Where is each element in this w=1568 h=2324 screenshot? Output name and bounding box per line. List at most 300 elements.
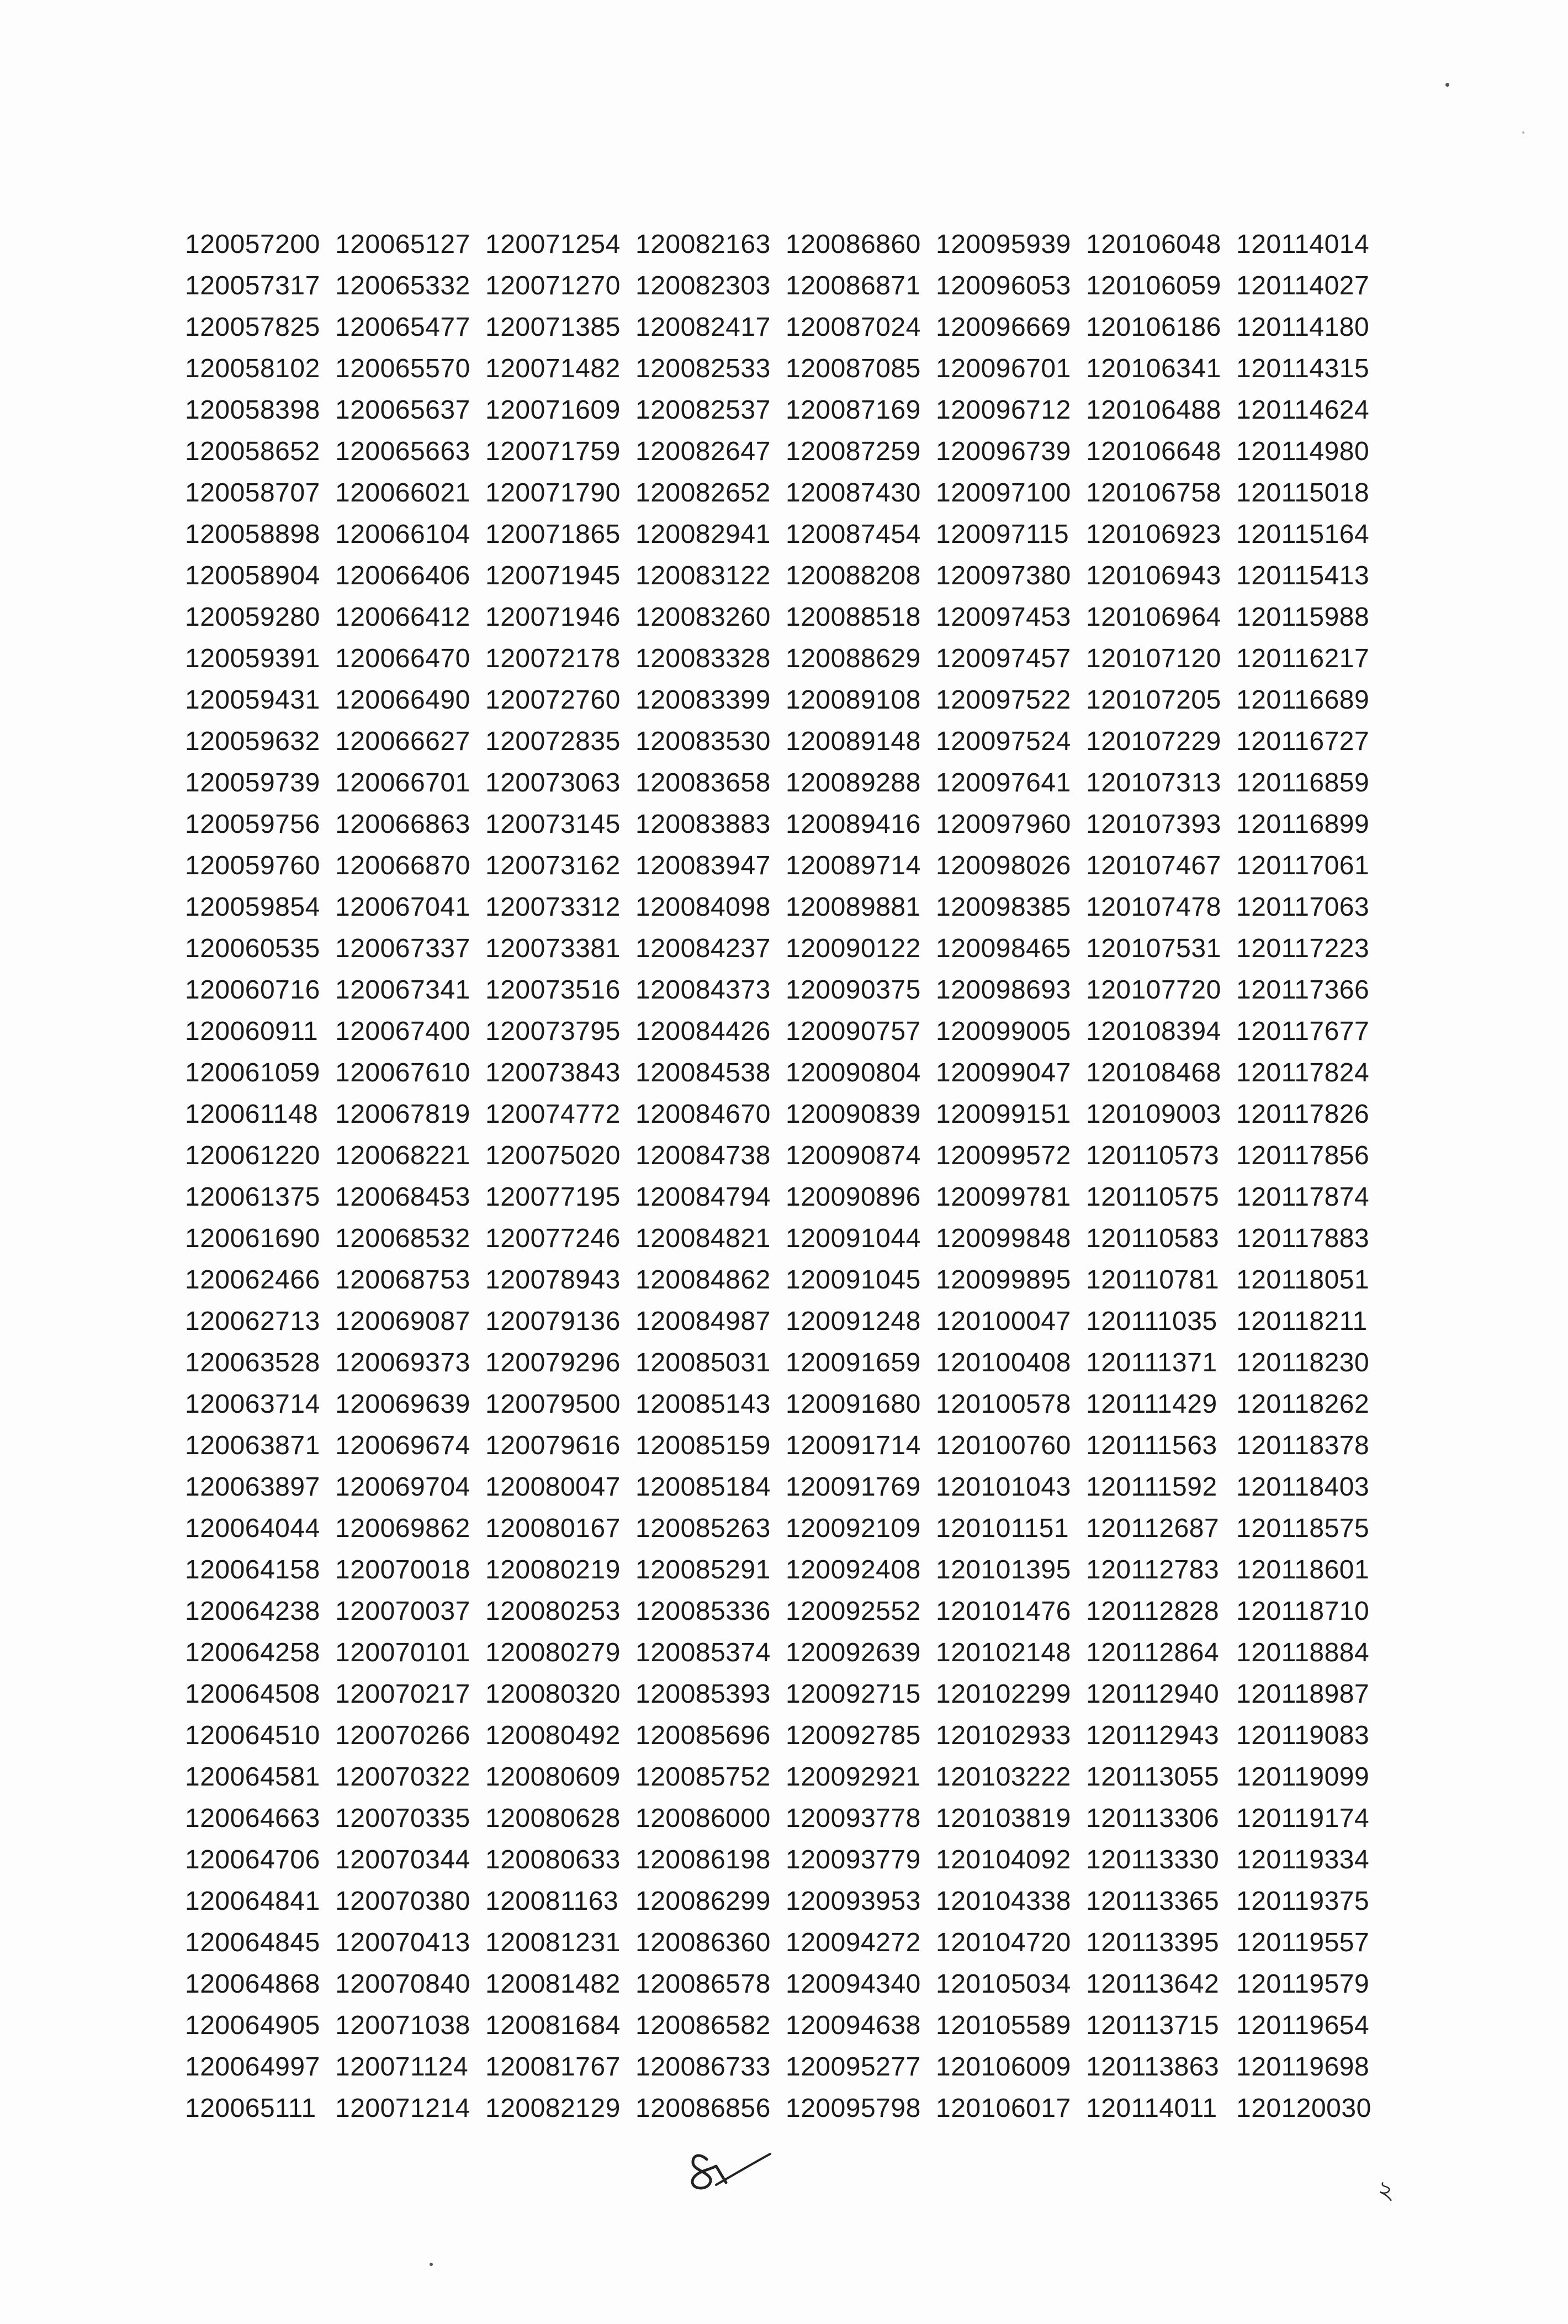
roll-number-cell: 120083883	[635, 810, 771, 839]
roll-number-cell: 120086360	[635, 1928, 771, 1957]
roll-number-cell: 120064841	[185, 1887, 320, 1916]
roll-number-cell: 120058707	[185, 478, 320, 508]
roll-number-cell: 120099047	[936, 1058, 1071, 1087]
roll-number-cell: 120091045	[786, 1265, 921, 1295]
roll-number-cell: 120070335	[335, 1804, 470, 1833]
roll-number-cell: 120106059	[1086, 271, 1221, 300]
roll-number-cell: 120117883	[1236, 1224, 1370, 1253]
roll-number-cell: 120085143	[635, 1390, 771, 1419]
roll-number-cell: 120090375	[786, 975, 921, 1005]
roll-number-cell: 120064044	[185, 1514, 320, 1543]
roll-number-cell: 120106009	[936, 2052, 1071, 2082]
roll-number-cell: 120082941	[635, 520, 771, 549]
roll-number-cell: 120091769	[786, 1472, 921, 1502]
roll-number-cell: 120066470	[335, 644, 470, 673]
roll-number-cell: 120066863	[335, 810, 470, 839]
roll-number-cell: 120115413	[1236, 561, 1370, 590]
roll-number-cell: 120094638	[786, 2011, 921, 2040]
roll-number-cell: 120106758	[1086, 478, 1221, 508]
roll-number-cell: 120117677	[1236, 1017, 1370, 1046]
roll-number-cell: 120106648	[1086, 437, 1221, 466]
roll-number-cell: 120102148	[936, 1638, 1071, 1667]
roll-number-cell: 120060535	[185, 934, 320, 963]
roll-number-cell: 120099572	[936, 1141, 1071, 1170]
roll-number-cell: 120069674	[335, 1431, 470, 1460]
roll-number-cell: 120107467	[1086, 851, 1221, 880]
roll-number-cell: 120089148	[786, 727, 921, 756]
roll-number-cell: 120098385	[936, 892, 1071, 922]
roll-number-cell: 120101043	[936, 1472, 1071, 1502]
roll-number-cell: 120111035	[1086, 1307, 1217, 1336]
roll-number-cell: 120064238	[185, 1597, 320, 1626]
roll-number-cell: 120117366	[1236, 975, 1370, 1005]
roll-number-cell: 120116859	[1236, 768, 1370, 797]
roll-number-cell: 120084862	[635, 1265, 771, 1295]
roll-number-table	[185, 224, 1400, 2129]
roll-number-cell: 120081231	[485, 1928, 621, 1957]
roll-number-cell: 120058398	[185, 395, 320, 425]
roll-number-cell: 120110583	[1086, 1224, 1220, 1253]
roll-number-cell: 120083399	[635, 685, 771, 715]
roll-number-cell: 120071759	[485, 437, 621, 466]
roll-number-cell: 120112783	[1086, 1555, 1220, 1584]
roll-number-cell: 120062466	[185, 1265, 320, 1295]
roll-number-cell: 120070037	[335, 1597, 470, 1626]
roll-number-cell: 120112864	[1086, 1638, 1220, 1667]
roll-number-cell: 120084237	[635, 934, 771, 963]
roll-number-cell: 120106048	[1086, 230, 1221, 259]
roll-number-cell: 120097522	[936, 685, 1071, 715]
roll-number-cell: 120109003	[1086, 1100, 1221, 1129]
roll-number-cell: 120086860	[786, 230, 921, 259]
roll-number-cell: 120086856	[635, 2094, 771, 2123]
roll-number-cell: 120119579	[1236, 1969, 1370, 1999]
roll-number-cell: 120113395	[1086, 1928, 1220, 1957]
roll-number-cell: 120080633	[485, 1845, 621, 1874]
roll-number-cell: 120118378	[1236, 1431, 1370, 1460]
roll-number-cell: 120114180	[1236, 313, 1370, 342]
roll-number-cell: 120073795	[485, 1017, 621, 1046]
roll-number-cell: 120106017	[936, 2094, 1071, 2123]
roll-number-cell: 120087430	[786, 478, 921, 508]
roll-number-cell: 120096053	[936, 271, 1071, 300]
roll-number-cell: 120085393	[635, 1679, 771, 1709]
roll-number-cell: 120117063	[1236, 892, 1370, 922]
roll-number-cell: 120061375	[185, 1182, 320, 1212]
roll-number-cell: 120080047	[485, 1472, 621, 1502]
roll-number-cell: 120119334	[1236, 1845, 1370, 1874]
roll-number-cell: 120070018	[335, 1555, 470, 1584]
roll-number-cell: 120059854	[185, 892, 320, 922]
roll-number-cell: 120058904	[185, 561, 320, 590]
roll-number-cell: 120059739	[185, 768, 320, 797]
roll-number-cell: 120107205	[1086, 685, 1221, 715]
roll-number-cell: 120090874	[786, 1141, 921, 1170]
roll-number-cell: 120088629	[786, 644, 921, 673]
roll-number-cell: 120064706	[185, 1845, 320, 1874]
roll-number-cell: 120070322	[335, 1762, 470, 1792]
roll-number-cell: 120104338	[936, 1887, 1071, 1916]
roll-number-cell: 120098465	[936, 934, 1071, 963]
roll-number-cell: 120118211	[1236, 1307, 1368, 1336]
roll-number-cell: 120084373	[635, 975, 771, 1005]
roll-number-cell: 120070840	[335, 1969, 470, 1999]
roll-number-cell: 120113365	[1086, 1887, 1220, 1916]
roll-number-cell: 120118710	[1236, 1597, 1370, 1626]
roll-number-cell: 120066701	[335, 768, 470, 797]
roll-number-cell: 120092921	[786, 1762, 921, 1792]
roll-number-cell: 120113863	[1086, 2052, 1220, 2082]
roll-number-cell: 120107393	[1086, 810, 1221, 839]
roll-number-cell: 120114014	[1236, 230, 1370, 259]
roll-number-cell: 120115164	[1236, 520, 1370, 549]
roll-number-cell: 120120030	[1236, 2094, 1371, 2123]
roll-number-cell: 120090122	[786, 934, 921, 963]
roll-number-cell: 120064905	[185, 2011, 320, 2040]
roll-number-cell: 120099848	[936, 1224, 1071, 1253]
roll-number-cell: 120095798	[786, 2094, 921, 2123]
roll-number-cell: 120068453	[335, 1182, 470, 1212]
roll-number-cell: 120119174	[1236, 1804, 1370, 1833]
roll-number-cell: 120073162	[485, 851, 621, 880]
roll-number-cell: 120087024	[786, 313, 921, 342]
roll-number-cell: 120085031	[635, 1348, 771, 1377]
roll-number-cell: 120059632	[185, 727, 320, 756]
roll-number-cell: 120097380	[936, 561, 1071, 590]
roll-number-cell: 120064868	[185, 1969, 320, 1999]
roll-number-cell: 120061220	[185, 1141, 320, 1170]
roll-number-cell: 120086733	[635, 2052, 771, 2082]
roll-number-cell: 120085263	[635, 1514, 771, 1543]
roll-number-cell: 120090896	[786, 1182, 921, 1212]
roll-number-cell: 120071609	[485, 395, 621, 425]
roll-number-cell: 120099005	[936, 1017, 1071, 1046]
roll-number-cell: 120110781	[1086, 1265, 1220, 1295]
roll-number-cell: 120101395	[936, 1555, 1071, 1584]
roll-number-cell: 120091044	[786, 1224, 921, 1253]
roll-number-cell: 120091248	[786, 1307, 921, 1336]
roll-number-cell: 120060716	[185, 975, 320, 1005]
roll-number-cell: 120114624	[1236, 395, 1370, 425]
roll-number-cell: 120061059	[185, 1058, 320, 1087]
roll-number-cell: 120074772	[485, 1100, 621, 1129]
roll-number-cell: 120110575	[1086, 1182, 1220, 1212]
roll-number-cell: 120115988	[1236, 603, 1370, 632]
roll-number-cell: 120117223	[1236, 934, 1370, 963]
scan-speck	[1445, 83, 1449, 87]
roll-number-cell: 120060911	[185, 1017, 319, 1046]
roll-number-cell: 120068753	[335, 1265, 470, 1295]
roll-number-cell: 120082303	[635, 271, 771, 300]
roll-number-cell: 120105589	[936, 2011, 1071, 2040]
roll-number-cell: 120112687	[1086, 1514, 1220, 1543]
roll-number-cell: 120058652	[185, 437, 320, 466]
roll-number-cell: 120087454	[786, 520, 921, 549]
roll-number-cell: 120066104	[335, 520, 470, 549]
roll-number-cell: 120114315	[1236, 354, 1370, 383]
roll-number-cell: 120065127	[335, 230, 470, 259]
roll-number-cell: 120105034	[936, 1969, 1071, 1999]
roll-number-cell: 120092109	[786, 1514, 921, 1543]
roll-number-cell: 120085184	[635, 1472, 771, 1502]
roll-number-cell: 120092715	[786, 1679, 921, 1709]
roll-number-cell: 120070217	[335, 1679, 470, 1709]
roll-number-cell: 120086578	[635, 1969, 771, 1999]
roll-number-cell: 120080167	[485, 1514, 621, 1543]
roll-number-cell: 120092408	[786, 1555, 921, 1584]
roll-number-cell: 120116727	[1236, 727, 1370, 756]
roll-number-cell: 120068221	[335, 1141, 470, 1170]
roll-number-cell: 120093779	[786, 1845, 921, 1874]
roll-number-cell: 120087259	[786, 437, 921, 466]
roll-number-cell: 120113055	[1086, 1762, 1220, 1792]
roll-number-cell: 120073145	[485, 810, 621, 839]
roll-number-cell: 120102933	[936, 1721, 1071, 1750]
roll-number-cell: 120069373	[335, 1348, 470, 1377]
roll-number-cell: 120079296	[485, 1348, 621, 1377]
roll-number-cell: 120068532	[335, 1224, 470, 1253]
roll-number-cell: 120116217	[1236, 644, 1370, 673]
roll-number-cell: 120066490	[335, 685, 470, 715]
roll-number-cell: 120089288	[786, 768, 921, 797]
roll-number-cell: 120117874	[1236, 1182, 1370, 1212]
roll-number-cell: 120103222	[936, 1762, 1071, 1792]
roll-number-cell: 120111592	[1086, 1472, 1217, 1502]
roll-number-cell: 120067400	[335, 1017, 470, 1046]
roll-number-cell: 120118230	[1236, 1348, 1370, 1377]
roll-number-cell: 120077195	[485, 1182, 621, 1212]
roll-number-cell: 120071214	[335, 2094, 470, 2123]
roll-number-cell: 120106923	[1086, 520, 1221, 549]
roll-number-cell: 120083530	[635, 727, 771, 756]
signature-mark	[676, 2137, 776, 2198]
roll-number-cell: 120092785	[786, 1721, 921, 1750]
roll-number-cell: 120059280	[185, 603, 320, 632]
roll-number-cell: 120065477	[335, 313, 470, 342]
roll-number-cell: 120101476	[936, 1597, 1071, 1626]
roll-number-cell: 120103819	[936, 1804, 1071, 1833]
roll-number-cell: 120099781	[936, 1182, 1071, 1212]
roll-number-cell: 120111563	[1086, 1431, 1217, 1460]
roll-number-cell: 120057200	[185, 230, 320, 259]
roll-number-cell: 120107120	[1086, 644, 1221, 673]
roll-number-cell: 120087085	[786, 354, 921, 383]
roll-number-cell: 120080609	[485, 1762, 621, 1792]
roll-number-cell: 120110573	[1086, 1141, 1220, 1170]
roll-number-cell: 120108468	[1086, 1058, 1221, 1087]
roll-number-cell: 120067341	[335, 975, 470, 1005]
roll-number-cell: 120087169	[786, 395, 921, 425]
roll-number-cell: 120071946	[485, 603, 621, 632]
roll-number-cell: 120118051	[1236, 1265, 1370, 1295]
roll-number-cell: 120096669	[936, 313, 1071, 342]
roll-number-cell: 120088518	[786, 603, 921, 632]
roll-number-cell: 120089881	[786, 892, 921, 922]
roll-number-cell: 120097115	[936, 520, 1069, 549]
roll-number-cell: 120084738	[635, 1141, 771, 1170]
roll-number-cell: 120117826	[1236, 1100, 1370, 1129]
roll-number-cell: 120075020	[485, 1141, 621, 1170]
roll-number-cell: 120065332	[335, 271, 470, 300]
roll-number-cell: 120097641	[936, 768, 1071, 797]
roll-number-cell: 120096701	[936, 354, 1071, 383]
roll-number-cell: 120069862	[335, 1514, 470, 1543]
roll-number-cell: 120070101	[335, 1638, 470, 1667]
roll-number-cell: 120086198	[635, 1845, 771, 1874]
roll-number-cell: 120064510	[185, 1721, 320, 1750]
roll-number-cell: 120112828	[1086, 1597, 1220, 1626]
roll-number-cell: 120107478	[1086, 892, 1221, 922]
roll-number-cell: 120064258	[185, 1638, 320, 1667]
roll-number-cell: 120057317	[185, 271, 320, 300]
roll-number-cell: 120111371	[1086, 1348, 1217, 1377]
roll-number-cell: 120078943	[485, 1265, 621, 1295]
roll-number-cell: 120096712	[936, 395, 1071, 425]
roll-number-cell: 120071124	[335, 2052, 469, 2082]
roll-number-cell: 120114980	[1236, 437, 1370, 466]
roll-number-cell: 120086871	[786, 271, 921, 300]
roll-number-cell: 120086000	[635, 1804, 771, 1833]
page-number: ২	[1378, 2175, 1394, 2204]
roll-number-cell: 120085374	[635, 1638, 771, 1667]
roll-number-cell: 120086582	[635, 2011, 771, 2040]
roll-number-cell: 120062713	[185, 1307, 320, 1336]
roll-number-cell: 120065637	[335, 395, 470, 425]
roll-number-cell: 120107313	[1086, 768, 1221, 797]
roll-number-cell: 120083658	[635, 768, 771, 797]
roll-number-cell: 120084426	[635, 1017, 771, 1046]
roll-number-cell: 120092552	[786, 1597, 921, 1626]
roll-number-cell: 120088208	[786, 561, 921, 590]
roll-number-cell: 120084538	[635, 1058, 771, 1087]
roll-number-cell: 120067819	[335, 1100, 470, 1129]
roll-number-cell: 120106341	[1086, 354, 1221, 383]
roll-number-cell: 120119557	[1236, 1928, 1370, 1957]
roll-number-cell: 120118987	[1236, 1679, 1370, 1709]
roll-number-cell: 120079136	[485, 1307, 621, 1336]
roll-number-cell: 120064663	[185, 1804, 320, 1833]
roll-number-cell: 120094272	[786, 1928, 921, 1957]
roll-number-cell: 120083122	[635, 561, 771, 590]
roll-number-cell: 120067041	[335, 892, 470, 922]
roll-number-cell: 120059760	[185, 851, 320, 880]
roll-number-cell: 120106964	[1086, 603, 1221, 632]
roll-number-cell: 120071385	[485, 313, 621, 342]
roll-number-cell: 120080628	[485, 1804, 621, 1833]
roll-number-cell: 120117856	[1236, 1141, 1370, 1170]
roll-number-cell: 120073063	[485, 768, 621, 797]
roll-number-cell: 120106488	[1086, 395, 1221, 425]
roll-number-cell: 120064581	[185, 1762, 320, 1792]
roll-number-cell: 120119698	[1236, 2052, 1370, 2082]
roll-number-cell: 120072835	[485, 727, 621, 756]
roll-number-cell: 120108394	[1086, 1017, 1221, 1046]
roll-number-cell: 120057825	[185, 313, 320, 342]
roll-number-cell: 120073843	[485, 1058, 621, 1087]
roll-number-cell: 120095277	[786, 2052, 921, 2082]
roll-number-cell: 120092639	[786, 1638, 921, 1667]
roll-number-cell: 120069639	[335, 1390, 470, 1419]
roll-number-cell: 120063897	[185, 1472, 320, 1502]
roll-number-cell: 120064508	[185, 1679, 320, 1709]
roll-number-cell: 120082163	[635, 230, 771, 259]
roll-number-cell: 120093953	[786, 1887, 921, 1916]
roll-number-cell: 120118884	[1236, 1638, 1370, 1667]
roll-number-cell: 120084670	[635, 1100, 771, 1129]
roll-number-cell: 120114027	[1236, 271, 1370, 300]
roll-number-cell: 120061690	[185, 1224, 320, 1253]
roll-number-cell: 120063871	[185, 1431, 320, 1460]
scan-speck	[430, 2263, 433, 2266]
roll-number-cell: 120080320	[485, 1679, 621, 1709]
roll-number-cell: 120071254	[485, 230, 621, 259]
roll-number-cell: 120097100	[936, 478, 1071, 508]
roll-number-cell: 120069087	[335, 1307, 470, 1336]
roll-number-cell: 120084794	[635, 1182, 771, 1212]
roll-number-cell: 120063714	[185, 1390, 320, 1419]
roll-number-cell: 120097960	[936, 810, 1071, 839]
roll-number-cell: 120118601	[1236, 1555, 1370, 1584]
roll-number-cell: 120073381	[485, 934, 621, 963]
roll-number-cell: 120080279	[485, 1638, 621, 1667]
roll-number-cell: 120118403	[1236, 1472, 1370, 1502]
roll-number-cell: 120086299	[635, 1887, 771, 1916]
roll-number-cell: 120081767	[485, 2052, 621, 2082]
roll-number-cell: 120089108	[786, 685, 921, 715]
roll-number-cell: 120061148	[185, 1100, 319, 1129]
roll-number-cell: 120100578	[936, 1390, 1071, 1419]
roll-number-cell: 120098026	[936, 851, 1071, 880]
roll-number-cell: 120115018	[1236, 478, 1370, 508]
roll-number-cell: 120095939	[936, 230, 1071, 259]
roll-number-cell: 120113306	[1086, 1804, 1220, 1833]
roll-number-cell: 120094340	[786, 1969, 921, 1999]
roll-number-cell: 120090839	[786, 1100, 921, 1129]
roll-number-cell: 120064997	[185, 2052, 320, 2082]
roll-number-cell: 120113330	[1086, 1845, 1220, 1874]
roll-number-cell: 120084098	[635, 892, 771, 922]
roll-number-cell: 120071482	[485, 354, 621, 383]
roll-number-cell: 120082652	[635, 478, 771, 508]
roll-number-cell: 120085159	[635, 1431, 771, 1460]
roll-number-cell: 120117061	[1236, 851, 1370, 880]
roll-number-cell: 120091680	[786, 1390, 921, 1419]
roll-number-cell: 120118575	[1236, 1514, 1370, 1543]
roll-number-cell: 120059431	[185, 685, 320, 715]
roll-number-cell: 120080219	[485, 1555, 621, 1584]
roll-number-cell: 120070266	[335, 1721, 470, 1750]
roll-number-cell: 120082129	[485, 2094, 621, 2123]
roll-number-cell: 120082417	[635, 313, 771, 342]
roll-number-cell: 120085336	[635, 1597, 771, 1626]
roll-number-cell: 120066627	[335, 727, 470, 756]
roll-number-cell: 120082533	[635, 354, 771, 383]
roll-number-cell: 120080492	[485, 1721, 621, 1750]
roll-number-cell: 120093778	[786, 1804, 921, 1833]
roll-number-cell: 120085752	[635, 1762, 771, 1792]
roll-number-cell: 120069704	[335, 1472, 470, 1502]
roll-number-cell: 120079500	[485, 1390, 621, 1419]
roll-number-cell: 120111429	[1086, 1390, 1217, 1419]
roll-number-cell: 120070413	[335, 1928, 470, 1957]
roll-number-cell: 120071790	[485, 478, 621, 508]
roll-number-cell: 120066870	[335, 851, 470, 880]
roll-number-cell: 120097453	[936, 603, 1071, 632]
roll-number-cell: 120112940	[1086, 1679, 1220, 1709]
roll-number-cell: 120085291	[635, 1555, 771, 1584]
roll-number-cell: 120072178	[485, 644, 621, 673]
roll-number-cell: 120072760	[485, 685, 621, 715]
